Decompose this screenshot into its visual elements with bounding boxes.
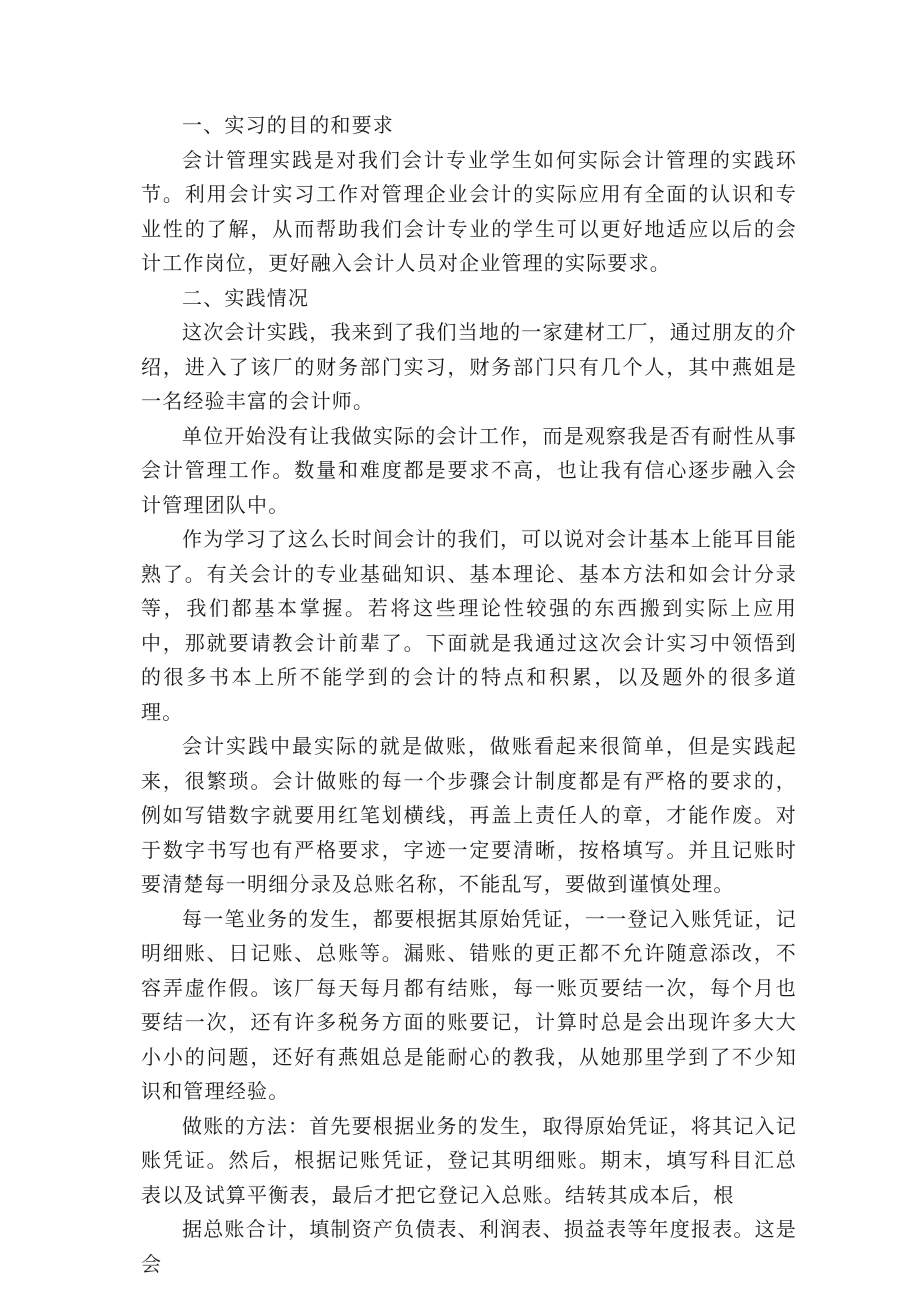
paragraph-reports: 据总账合计，填制资产负债表、利润表、损益表等年度报表。这是会 — [141, 1217, 797, 1276]
paragraph-theory: 作为学习了这么长时间会计的我们，可以说对会计基本上能耳目能熟了。有关会计的专业基础知识、基本理论、基本方法和如会计分录等，我们都基本掌握。若将这些理论性较强的东西搬到实际上应用中，那就要请教会计前辈了。下面就是我通过这次会计实习中领悟到的很多书本上所不能学到的会计的特点和积累，以及题外的很多道理。 — [141, 527, 797, 724]
paragraph-practice-intro: 这次会计实践，我来到了我们当地的一家建材工厂，通过朋友的介绍，进入了该厂的财务部门实习，财务部门只有几个人，其中燕姐是一名经验丰富的会计师。 — [141, 320, 797, 413]
paragraph-purpose: 会计管理实践是对我们会计专业学生如何实际会计管理的实践环节。利用会计实习工作对管理企业会计的实际应用有全面的认识和专业性的了解，从而帮助我们会计专业的学生可以更好地适应以后的会计工作岗位，更好融入会计人员对企业管理的实际要求。 — [141, 147, 797, 275]
heading-purpose: 一、实习的目的和要求 — [182, 113, 394, 137]
heading-practice: 二、实践情况 — [182, 285, 310, 310]
paragraph-method: 做账的方法：首先要根据业务的发生，取得原始凭证，将其记入记账凭证。然后，根据记账凭证，登记其明细账。期末，填写科目汇总表以及试算平衡表，最后才把它登记入总账。结转其成本后，根 — [141, 1113, 797, 1207]
paragraph-observation: 单位开始没有让我做实际的会计工作，而是观察我是否有耐性从事会计管理工作。数量和难度都是要求不高，也让我有信心逐步融入会计管理团队中。 — [141, 423, 797, 517]
paragraph-bookkeeping: 会计实践中最实际的就是做账，做账看起来很简单，但是实践起来，很繁琐。会计做账的每一个步骤会计制度都是有严格的要求的，例如写错数字就要用红笔划横线，再盖上责任人的章，才能作废。对于数字书写也有严格要求，字迹一定要清晰，按格填写。并且记账时要清楚每一明细分录及总账名称，不能乱写，要做到谨慎处理。 — [141, 734, 797, 896]
document-page — [141, 108, 797, 1281]
paragraph-vouchers: 每一笔业务的发生，都要根据其原始凭证，一一登记入账凭证，记明细账、日记账、总账等。漏账、错账的更正都不允许随意添改，不容弄虚作假。该厂每天每月都有结账，每一账页要结一次，每个月也要结一次，还有许多税务方面的账要记，计算时总是会出现许多大大小小的问题，还好有燕姐总是能耐心的教我，从她那里学到了不少知识和管理经验。 — [141, 906, 797, 1103]
